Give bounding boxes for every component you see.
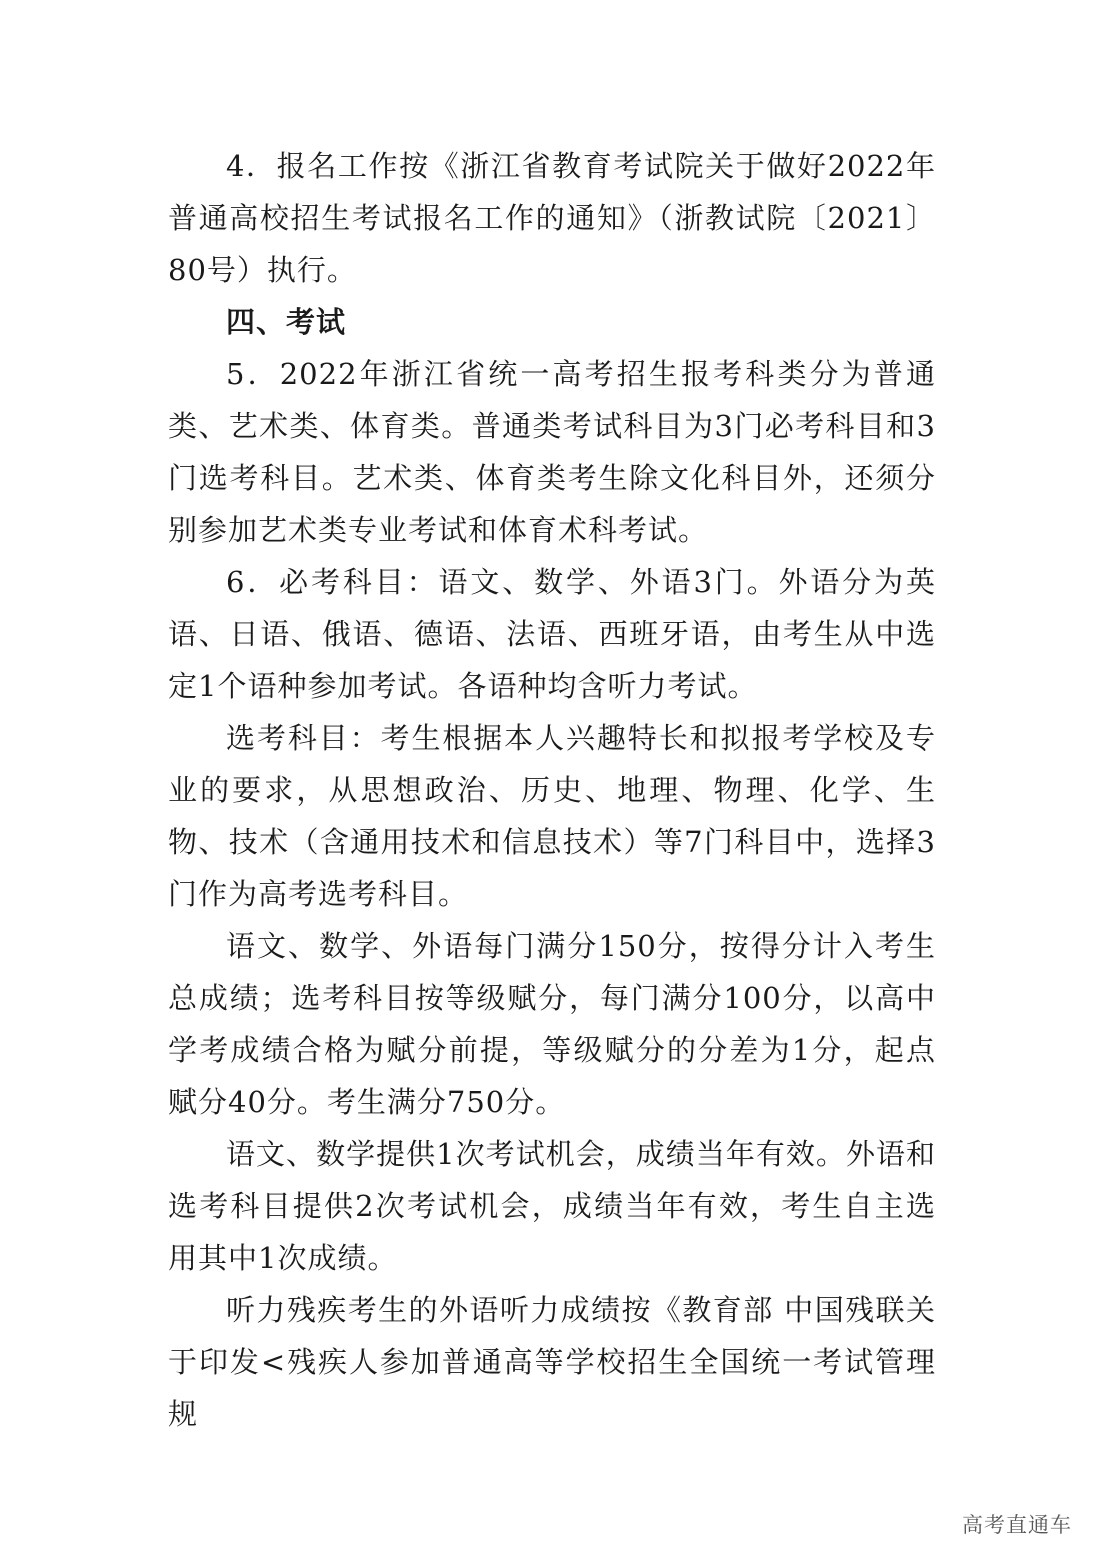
- document-body: [168, 140, 936, 1440]
- paragraph-item-4: 4．报名工作按《浙江省教育考试院关于做好2022年普通高校招生考试报名工作的通知》（浙教试院〔2021〕80号）执行。: [168, 149, 936, 287]
- section-heading-exam: 四、考试: [226, 305, 347, 339]
- paragraph-elective-subjects: 选考科目：考生根据本人兴趣特长和拟报考学校及专业的要求，从思想政治、历史、地理、物理、化学、生物、技术（含通用技术和信息技术）等7门科目中，选择3门作为高考选考科目。: [168, 721, 936, 911]
- paragraph-scoring: 语文、数学、外语每门满分150分，按得分计入考生总成绩；选考科目按等级赋分，每门满分100分，以高中学考成绩合格为赋分前提，等级赋分的分差为1分，起点赋分40分。考生满分750分。: [168, 929, 936, 1119]
- paragraph-item-6: 6．必考科目：语文、数学、外语3门。外语分为英语、日语、俄语、德语、法语、西班牙语，由考生从中选定1个语种参加考试。各语种均含听力考试。: [168, 565, 936, 703]
- watermark: 高考直通车: [962, 1513, 1072, 1537]
- paragraph-item-5: 5．2022年浙江省统一高考招生报考科类分为普通类、艺术类、体育类。普通类考试科目为3门必考科目和3门选考科目。艺术类、体育类考生除文化科目外，还须分别参加艺术类专业考试和体育术科考试。: [168, 357, 936, 547]
- paragraph-exam-chances: 语文、数学提供1次考试机会，成绩当年有效。外语和选考科目提供2次考试机会，成绩当年有效，考生自主选用其中1次成绩。: [168, 1137, 936, 1275]
- paragraph-hearing-disability: 听力残疾考生的外语听力成绩按《教育部 中国残联关于印发<残疾人参加普通高等学校招生全国统一考试管理规: [168, 1293, 936, 1431]
